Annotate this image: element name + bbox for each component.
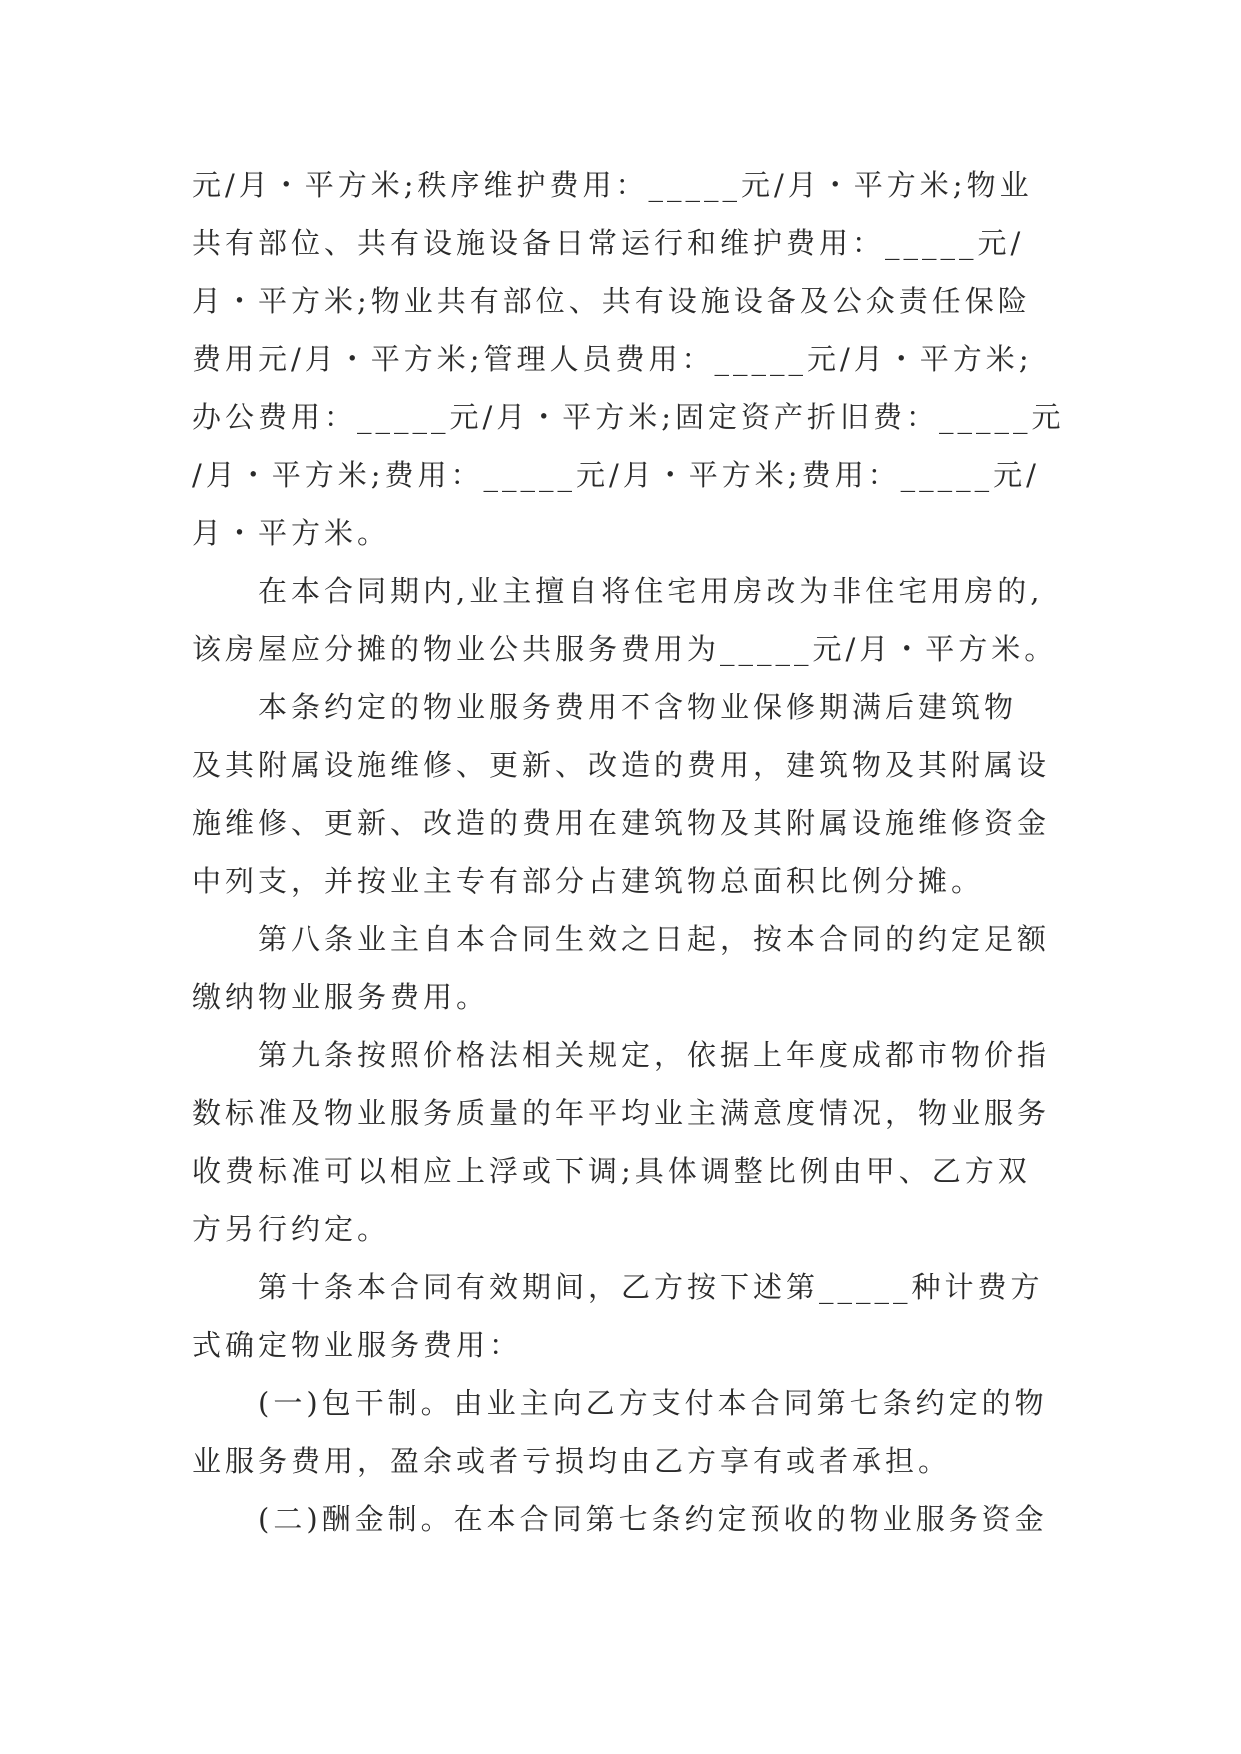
paragraph-fee-exclusions <box>192 678 1062 910</box>
paragraph-article-8 <box>192 910 1062 1026</box>
text-line: 第十条本合同有效期间，乙方按下述第_____种计费方 <box>258 1270 1044 1304</box>
text-line: 及其附属设施维修、更新、改造的费用，建筑物及其附属设 <box>192 748 1051 782</box>
text-line: 费用元/月・平方米;管理人员费用：_____元/月・平方米; <box>192 342 1033 376</box>
paragraph-article-10 <box>192 1258 1062 1374</box>
text-line: /月・平方米;费用：_____元/月・平方米;费用：_____元/ <box>192 458 1040 492</box>
text-line: 中列支，并按业主专有部分占建筑物总面积比例分摊。 <box>192 864 985 898</box>
text-line: 该房屋应分摊的物业公共服务费用为_____元/月・平方米。 <box>192 632 1058 666</box>
text-line: (二)酬金制。在本合同第七条约定预收的物业服务资金 <box>258 1502 1048 1536</box>
text-line: 施维修、更新、改造的费用在建筑物及其附属设施维修资金 <box>192 806 1051 840</box>
text-line: 元/月・平方米;秩序维护费用：_____元/月・平方米;物业 <box>192 168 1033 202</box>
text-line: (一)包干制。由业主向乙方支付本合同第七条约定的物 <box>258 1386 1048 1420</box>
text-line: 办公费用：_____元/月・平方米;固定资产折旧费：_____元 <box>192 400 1065 434</box>
paragraph-article-9 <box>192 1026 1062 1258</box>
paragraph-remuneration-system <box>192 1490 1062 1548</box>
text-line: 本条约定的物业服务费用不含物业保修期满后建筑物 <box>258 690 1018 724</box>
text-line: 月・平方米;物业共有部位、共有设施设备及公众责任保险 <box>192 284 1031 318</box>
paragraph-fee-breakdown <box>192 156 1065 562</box>
text-line: 方另行约定。 <box>192 1212 391 1246</box>
text-line: 第九条按照价格法相关规定，依据上年度成都市物价指 <box>258 1038 1051 1072</box>
text-line: 式确定物业服务费用： <box>192 1328 523 1362</box>
text-line: 收费标准可以相应上浮或下调;具体调整比例由甲、乙方双 <box>192 1154 1031 1188</box>
text-line: 第八条业主自本合同生效之日起，按本合同的约定足额 <box>258 922 1051 956</box>
text-line: 月・平方米。 <box>192 516 391 550</box>
document-body <box>192 156 1065 1548</box>
text-line: 数标准及物业服务质量的年平均业主满意度情况，物业服务 <box>192 1096 1051 1130</box>
text-line: 业服务费用，盈余或者亏损均由乙方享有或者承担。 <box>192 1444 952 1478</box>
text-line: 共有部位、共有设施设备日常运行和维护费用：_____元/ <box>192 226 1025 260</box>
paragraph-non-residential-use <box>192 562 1062 678</box>
text-line: 在本合同期内,业主擅自将住宅用房改为非住宅用房的, <box>258 574 1044 608</box>
paragraph-lump-sum-system <box>192 1374 1062 1490</box>
text-line: 缴纳物业服务费用。 <box>192 980 490 1014</box>
